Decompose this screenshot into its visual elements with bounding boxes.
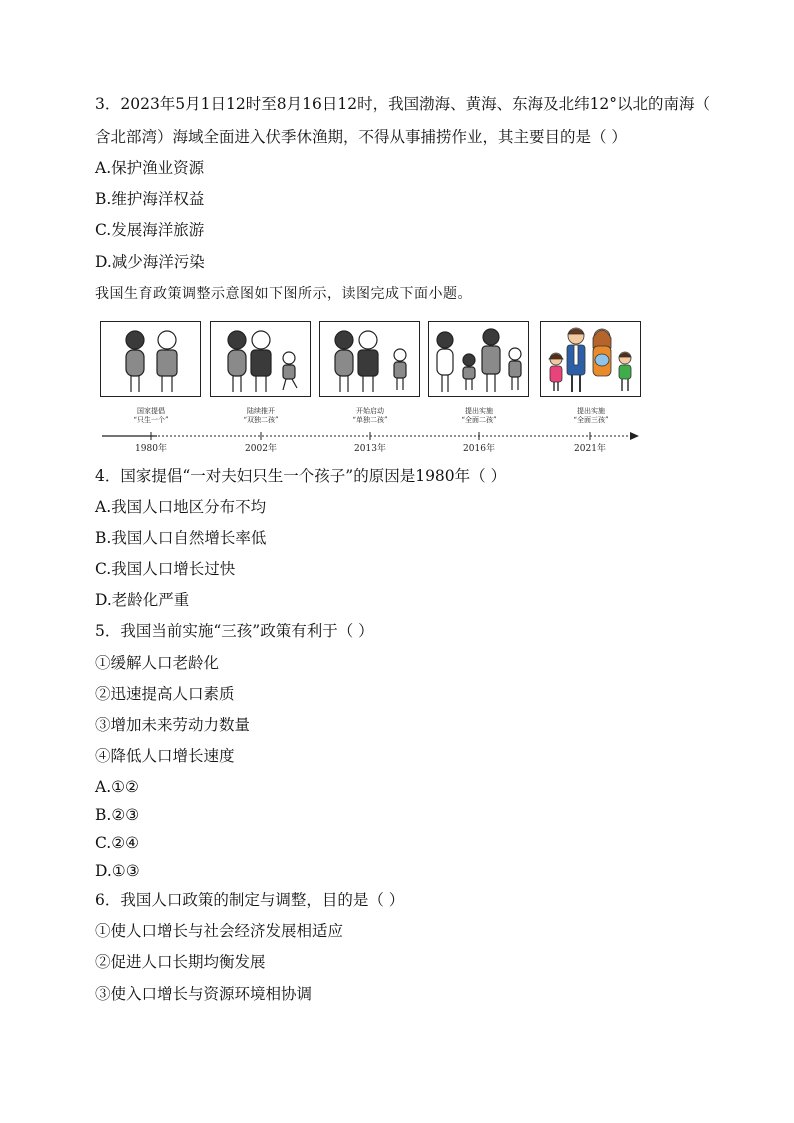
- caption-line: 国家提倡: [137, 407, 165, 415]
- caption-line: “全面三孩”: [573, 416, 609, 424]
- policy-figure: [97, 318, 642, 458]
- caption-line: 陆续推开: [247, 407, 275, 415]
- q6-item-2: ②促进人口长期均衡发展: [95, 953, 266, 971]
- family-illustration: [320, 322, 419, 396]
- caption-1980: [106, 407, 196, 425]
- panel-2021: [540, 321, 641, 397]
- panel-2002: [210, 321, 311, 397]
- caption-2016: [434, 407, 524, 425]
- panel-1980: [100, 321, 201, 397]
- q3-option-d: D.减少海洋污染: [95, 253, 205, 271]
- year-2021: 2021年: [574, 444, 606, 454]
- q5-option-a: A.①②: [95, 778, 139, 796]
- caption-line: 提出实施: [577, 407, 605, 415]
- q4-option-a: A.我国人口地区分布不均: [95, 498, 267, 516]
- q5-option-b: B.②③: [95, 806, 140, 824]
- panel-2016: [428, 321, 529, 397]
- caption-line: “双独二孩”: [243, 416, 279, 424]
- q5-stem: 5．我国当前实施“三孩”政策有利于（ ）: [95, 622, 374, 640]
- q6-item-1: ①使人口增长与社会经济发展相适应: [95, 922, 344, 940]
- q4-stem: 4．国家提倡“一对夫妇只生一个孩子”的原因是1980年（ ）: [95, 467, 507, 485]
- q5-item-1: ①缓解人口老龄化: [95, 654, 220, 672]
- year-1980: 1980年: [135, 444, 167, 454]
- q6-item-3: ③使入口增长与资源环境相协调: [95, 985, 313, 1003]
- q4-option-d: D.老龄化严重: [95, 591, 190, 609]
- caption-line: 开始启动: [356, 407, 384, 415]
- caption-2002: [216, 407, 306, 425]
- q3-option-c: C.发展海洋旅游: [95, 221, 205, 239]
- q3-option-a: A.保护渔业资源: [95, 159, 205, 177]
- year-2013: 2013年: [354, 444, 386, 454]
- caption-2021: [546, 407, 636, 425]
- caption-2013: [325, 407, 415, 425]
- q5-item-2: ②迅速提高人口素质: [95, 685, 235, 703]
- q5-option-d: D.①③: [95, 862, 140, 880]
- figure-intro: 我国生育政策调整示意图如下图所示，读图完成下面小题。: [95, 286, 472, 302]
- family-illustration: [211, 322, 310, 396]
- q5-item-4: ④降低人口增长速度: [95, 747, 235, 765]
- caption-line: “全面二孩”: [461, 416, 497, 424]
- year-2002: 2002年: [245, 444, 277, 454]
- caption-line: “只生一个”: [133, 416, 169, 424]
- family-illustration: [429, 322, 528, 396]
- couple-illustration: [101, 322, 200, 396]
- caption-line: 提出实施: [465, 407, 493, 415]
- q6-stem: 6．我国人口政策的制定与调整，目的是（ ）: [95, 891, 405, 909]
- year-2016: 2016年: [463, 444, 495, 454]
- q4-option-b: B.我国人口自然增长率低: [95, 529, 267, 547]
- family-illustration: [541, 322, 640, 396]
- caption-line: “单独二孩”: [352, 416, 388, 424]
- q3-option-b: B.维护海洋权益: [95, 190, 205, 208]
- q5-item-3: ③增加未来劳动力数量: [95, 716, 251, 734]
- q3-stem-line2: 含北部湾）海域全面进入伏季休渔期，不得从事捕捞作业，其主要目的是（ ）: [95, 128, 627, 146]
- q3-stem-line1: 3．2023年5月1日12时至8月16日12时，我国渤海、黄海、东海及北纬12°以北的南海（: [95, 95, 711, 113]
- q4-option-c: C.我国人口增长过快: [95, 560, 236, 578]
- panel-2013: [319, 321, 420, 397]
- q5-option-c: C.②④: [95, 834, 140, 852]
